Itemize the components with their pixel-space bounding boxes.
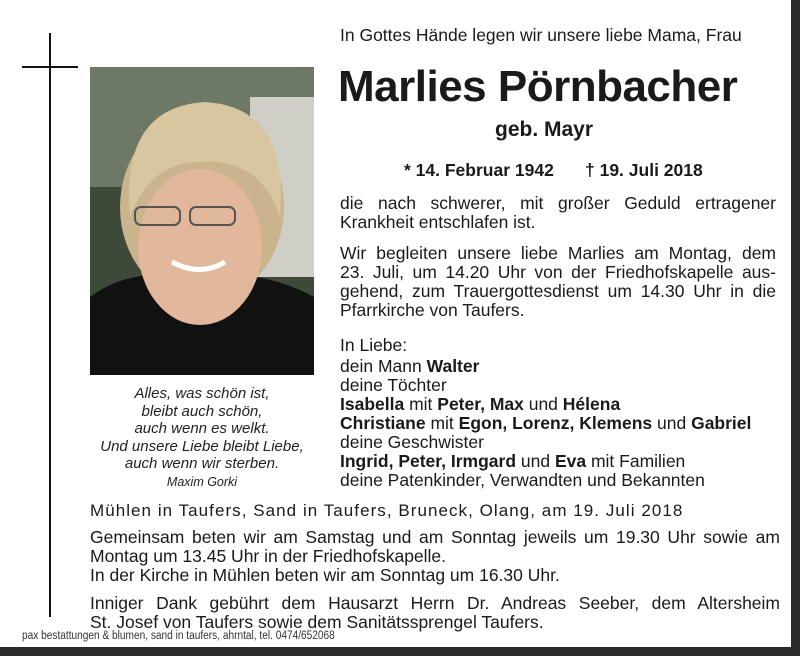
portrait-photo — [90, 67, 314, 375]
text-line: Krankheit entschlafen ist. — [340, 212, 536, 232]
birth-date: * 14. Februar 1942 — [404, 160, 554, 180]
family-text: mit Familien — [586, 451, 686, 471]
funeral-home-footer: pax bestattungen & blumen, sand in taufers, ahrntal, tel. 0474/652068 — [22, 630, 335, 642]
family-line — [340, 452, 751, 471]
family-line — [340, 395, 751, 414]
intro-text: In Gottes Hände legen wir unsere liebe Mama, Frau — [340, 25, 742, 45]
family-name-bold: Hélena — [562, 394, 621, 414]
family-text: und — [523, 394, 563, 414]
text-line: Wir begleiten unsere liebe Marlies am Montag, dem — [340, 243, 776, 263]
family-text: und — [652, 413, 692, 433]
family-text: deine Patenkinder, Verwandten und Bekannten — [340, 470, 705, 490]
family-name-bold: Isabella — [340, 394, 405, 414]
quote-line: Und unsere Liebe bleibt Liebe, — [100, 437, 304, 455]
text-line: St. Josef von Taufers sowie dem Sanitätssprengel Taufers. — [90, 612, 544, 632]
quote-line: auch wenn es welkt. — [134, 420, 270, 437]
thanks-text — [90, 594, 780, 632]
text-line: Pfarrkirche von Taufers. — [340, 300, 525, 320]
family-text: mit — [404, 394, 438, 414]
paragraph-illness — [340, 194, 776, 232]
family-text: mit — [425, 413, 459, 433]
poem-quote — [90, 385, 314, 491]
paragraph-funeral — [340, 244, 776, 320]
family-name-bold: Walter — [426, 356, 480, 376]
cross-icon — [49, 33, 51, 617]
family-text: dein Mann — [340, 356, 427, 376]
place-date: Mühlen in Taufers, Sand in Taufers, Bruneck, Olang, am 19. Juli 2018 — [90, 501, 684, 520]
quote-line: auch wenn wir sterben. — [124, 455, 280, 472]
in-liebe-label: In Liebe: — [340, 335, 408, 355]
text-line: 23. Juli, um 14.20 Uhr von der Friedhofskapelle aus- — [340, 262, 776, 282]
family-name-bold: Gabriel — [691, 413, 752, 433]
family-name-bold: Eva — [554, 451, 587, 471]
text-line: Gemeinsam beten wir am Samstag und am Sonntag jeweils um 19.30 Uhr sowie am — [90, 527, 780, 547]
family-line — [340, 433, 751, 452]
text-line: gehend, zum Trauergottesdienst um 14.30 Uhr in die — [340, 281, 776, 301]
cross-icon-bar — [22, 66, 78, 68]
maiden-name: geb. Mayr — [495, 118, 594, 141]
death-date: † 19. Juli 2018 — [585, 160, 703, 180]
family-line — [340, 471, 751, 490]
quote-line: Alles, was schön ist, — [134, 385, 270, 402]
prayer-info — [90, 528, 780, 585]
text-line: die nach schwerer, mit großer Geduld ertragener — [340, 193, 776, 213]
deceased-name: Marlies Pörnbacher — [338, 62, 738, 111]
family-text: und — [516, 451, 555, 471]
family-list — [340, 357, 751, 490]
family-text: deine Geschwister — [340, 432, 484, 452]
family-name-bold: Egon, Lorenz, Klemens — [458, 413, 653, 433]
family-line — [340, 414, 751, 433]
family-name-bold: Christiane — [340, 413, 426, 433]
quote-author: Maxim Gorki — [166, 474, 238, 489]
quote-line: bleibt auch schön, — [141, 402, 263, 420]
text-line: In der Kirche in Mühlen beten wir am Sonntag um 16.30 Uhr. — [90, 565, 560, 585]
family-name-bold: Ingrid, Peter, Irmgard — [340, 451, 517, 471]
family-name-bold: Peter, Max — [437, 394, 524, 414]
text-line: Montag um 13.45 Uhr in der Friedhofskapelle. — [90, 546, 447, 566]
family-line — [340, 376, 751, 395]
family-line — [340, 357, 751, 376]
text-line: Inniger Dank gebührt dem Hausarzt Herrn Dr. Andreas Seeber, dem Altersheim — [90, 593, 780, 613]
family-text: deine Töchter — [340, 375, 447, 395]
